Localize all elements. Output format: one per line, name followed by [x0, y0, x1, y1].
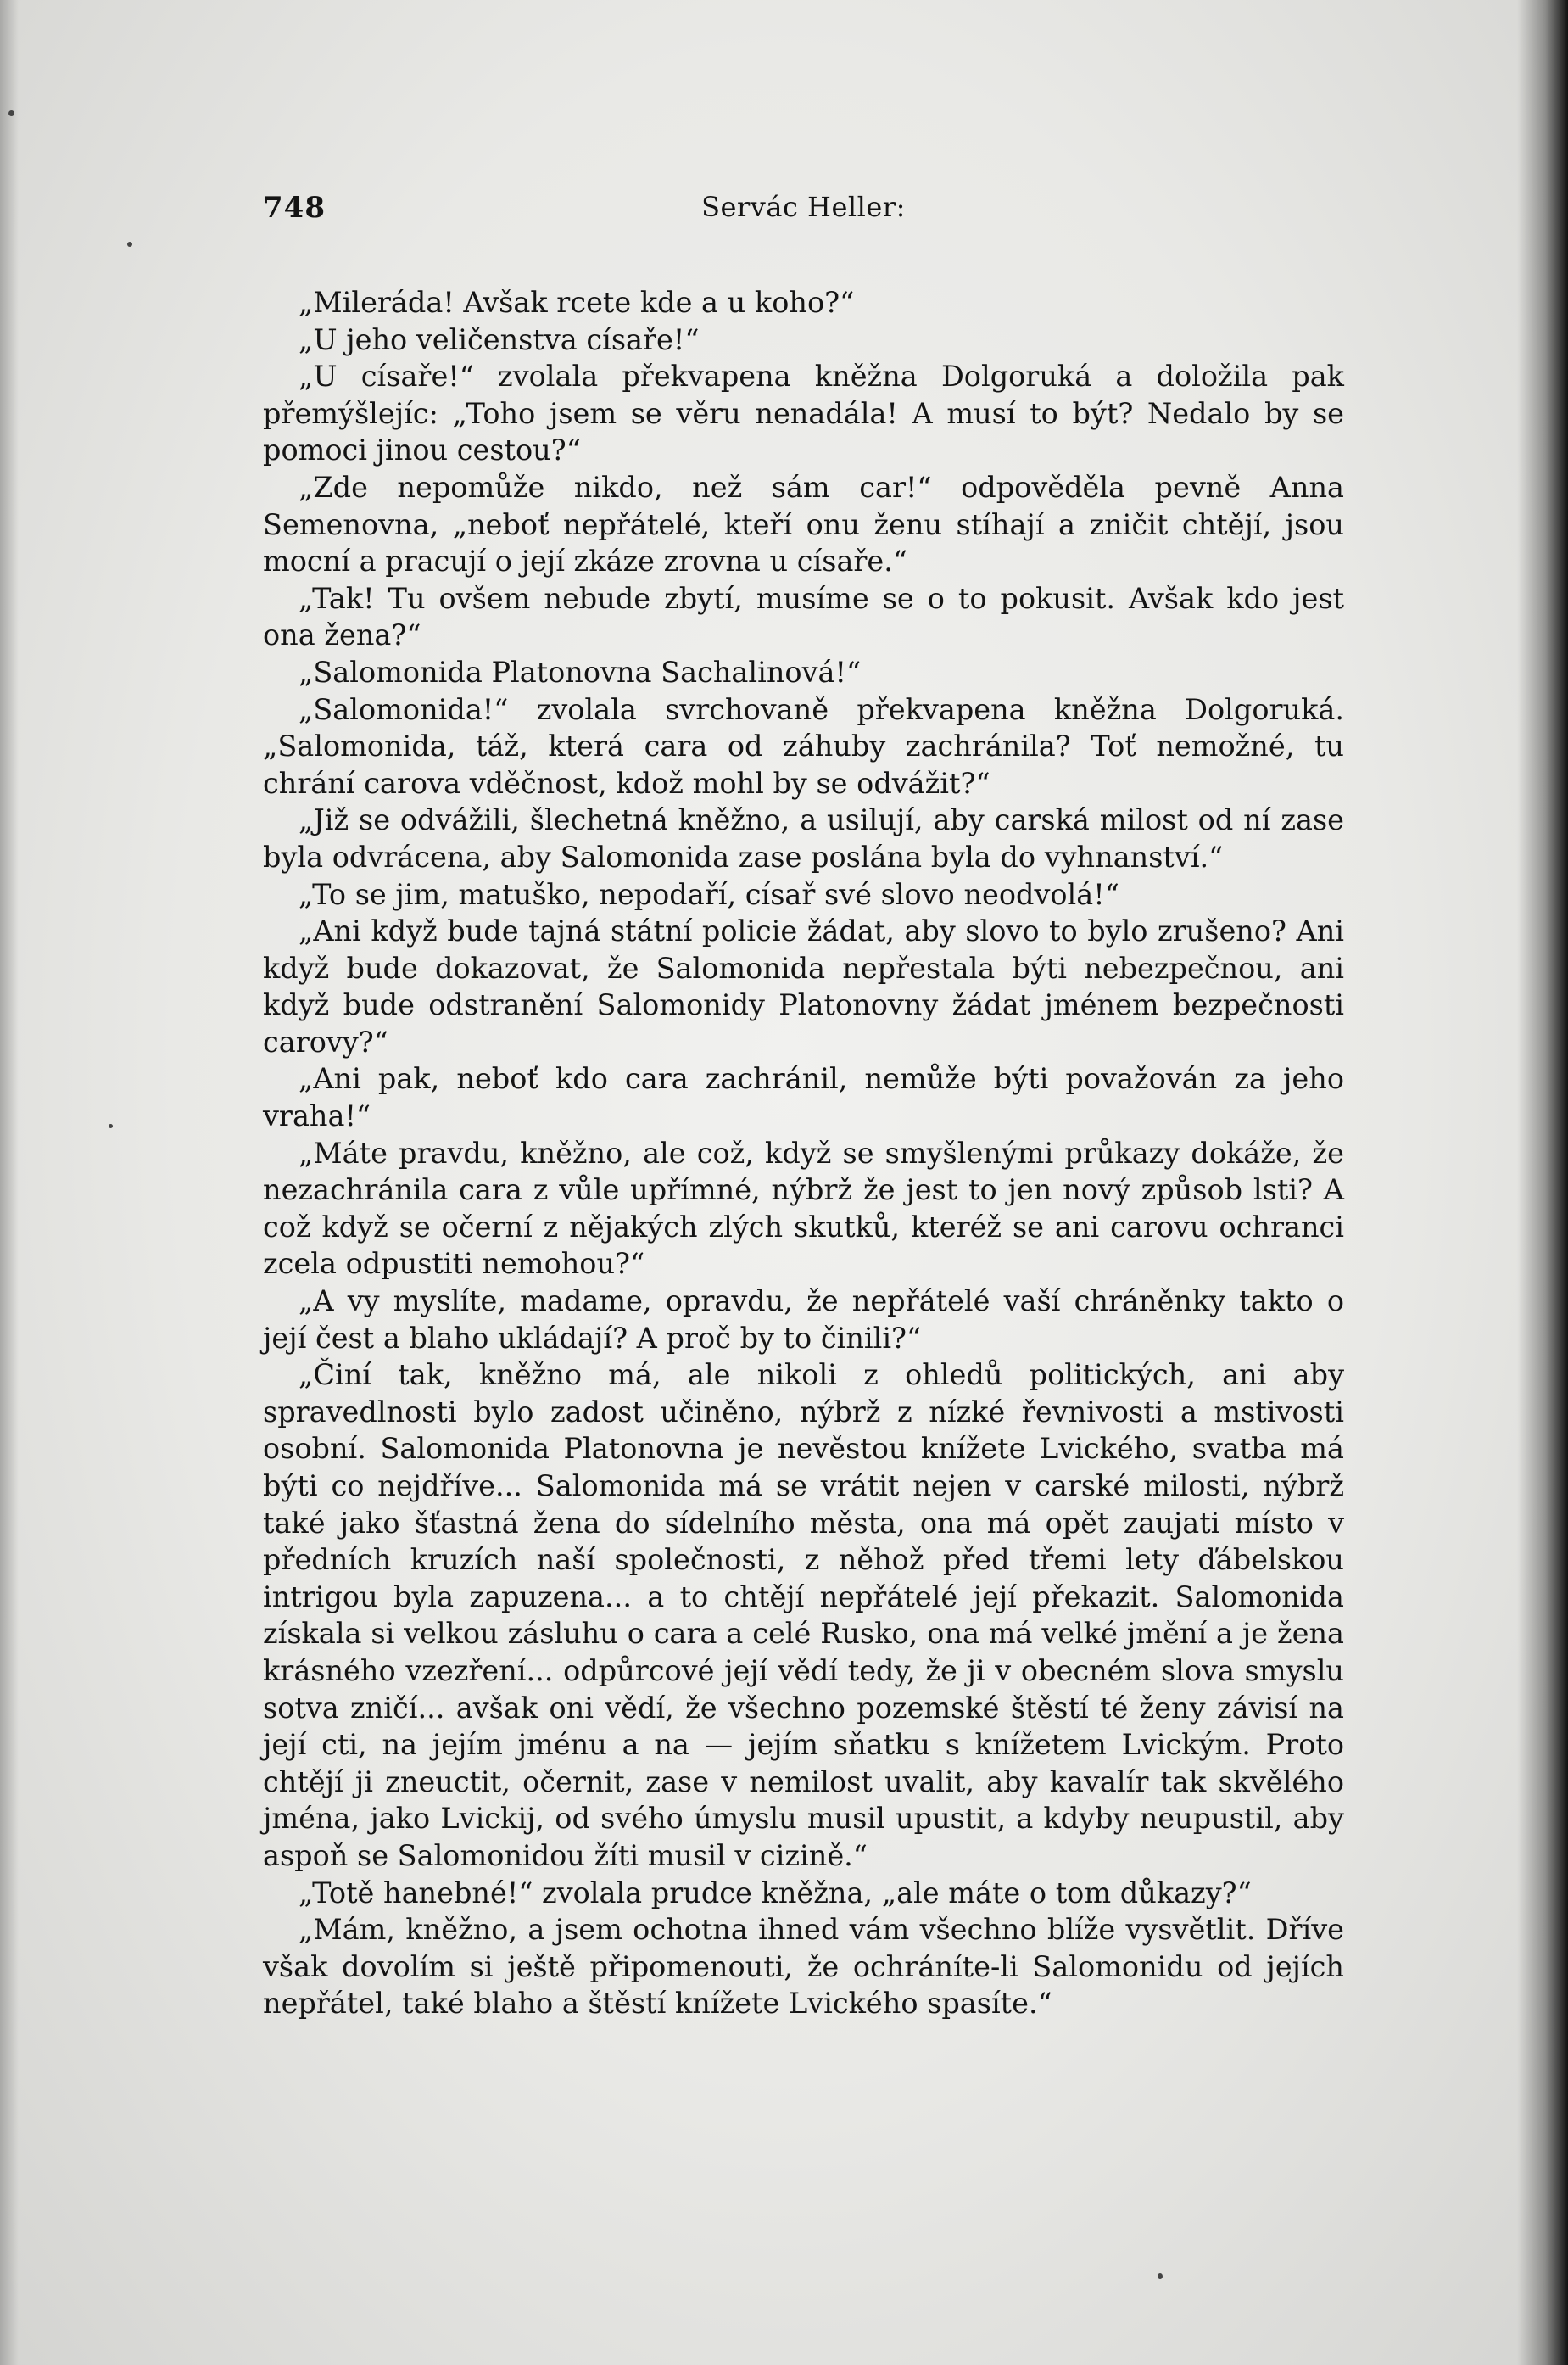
paragraph: „Tak! Tu ovšem nebude zbytí, musíme se o to pokusit. Avšak kdo jest ona žena?“	[263, 581, 1344, 652]
paragraph: „Již se odvážili, šlechetná kněžno, a usilují, aby carská milost od ní zase byla odvrácena, aby Salomonida zase poslána byla do vyhnanství.“	[263, 803, 1344, 874]
scan-speck	[127, 242, 132, 247]
paragraph: „Mám, kněžno, a jsem ochotna ihned vám všechno blíže vysvětlit. Dříve však dovolím si ještě připomenouti, že ochráníte-li Salomonidu od jejích nepřátel, také blaho a štěstí knížete Lvického spasíte.“	[263, 1913, 1344, 2021]
scan-speck	[1158, 2273, 1163, 2279]
paragraph: „Zde nepomůže nikdo, než sám car!“ odpověděla pevně Anna Semenovna, „neboť nepřátelé, kteří onu ženu stíhají a zničit chtějí, jsou mocní a pracují o její zkáze zrovna u císaře.“	[263, 470, 1344, 579]
paragraph: „Činí tak, kněžno má, ale nikoli z ohledů politických, ani aby spravedlnosti bylo zadost učiněno, nýbrž z nízké řevnivosti a mstivosti osobní. Salomonida Platonovna je nevěstou knížete Lvického, svatba má býti co nejdříve... Salomonida má se vrátit nejen v carské milosti, nýbrž také jako šťastná žena do sídelního města, ona má opět zaujati místo v předních kruzích naší společnosti, z něhož před třemi lety ďábelskou intrigou byla zapuzena... a to chtějí nepřátelé její překazit. Salomonida získala si velkou zásluhu o cara a celé Rusko, ona má velké jmění a je žena krásného vzezření... odpůrcové její vědí tedy, že ji v obecném slova smyslu sotva zničí... avšak oni vědí, že všechno pozemské štěstí té ženy závisí na její cti, na jejím jménu a na — jejím sňatku s knížetem Lvickým. Proto chtějí ji zneuctit, očernit, zase v nemilost uvalit, aby kavalír tak skvělého jména, jako Lvickij, od svého úmyslu musil upustit, a kdyby neupustil, aby aspoň se Salomonidou žíti musil v cizině.“	[263, 1358, 1344, 1872]
paragraph: „Ani když bude tajná státní policie žádat, aby slovo to bylo zrušeno? Ani když bude dokazovat, že Salomonida nepřestala býti nebezpečnou, ani když bude odstranění Salomonidy Platonovny žádat jménem bezpečnosti carovy?“	[263, 914, 1344, 1059]
paragraph: „Totě hanebné!“ zvolala prudce kněžna, „ale máte o tom důkazy?“	[299, 1876, 1252, 1909]
binding-shadow	[1517, 0, 1568, 2365]
page-number: 748	[263, 191, 326, 225]
paragraph: „Ani pak, neboť kdo cara zachránil, nemůže býti považován za jeho vraha!“	[263, 1062, 1344, 1133]
paragraph: „To se jim, matuško, nepodaří, císař své slovo neodvolá!“	[299, 877, 1119, 911]
paragraph: „A vy myslíte, madame, opravdu, že nepřátelé vaší chráněnky takto o její čest a blaho ukládají? A proč by to činili?“	[263, 1284, 1344, 1355]
running-head-title: Servác Heller:	[701, 191, 906, 223]
page-left-edge-shadow	[0, 0, 19, 2365]
body-text	[263, 284, 1344, 2022]
scan-speck	[8, 110, 14, 116]
paragraph: „Máte pravdu, kněžno, ale což, když se smyšlenými průkazy dokáže, že nezachránila cara z vůle upřímné, nýbrž že jest to jen nový způsob lsti? A což když se očerní z nějakých zlých skutků, kteréž se ani carovu ochranci zcela odpustiti nemohou?“	[263, 1136, 1344, 1281]
paragraph: „U císaře!“ zvolala překvapena kněžna Dolgoruká a doložila pak přemýšlejíc: „Toho jsem se věru nenadála! A musí to být? Nedalo by se pomoci jinou cestou?“	[263, 360, 1344, 467]
paragraph: „Mileráda! Avšak rcete kde a u koho?“	[299, 286, 855, 319]
paragraph: „Salomonida Platonovna Sachalinová!“	[299, 655, 862, 689]
running-head	[263, 191, 1344, 242]
paragraph: „U jeho veličenstva císaře!“	[299, 322, 700, 356]
book-page	[263, 191, 1344, 2022]
paragraph: „Salomonida!“ zvolala svrchovaně překvapena kněžna Dolgoruká. „Salomonida, táž, která cara od záhuby zachránila? Toť nemožné, tu chrání carova vděčnost, kdož mohl by se odvážit?“	[263, 692, 1344, 800]
scan-speck	[109, 1124, 113, 1128]
